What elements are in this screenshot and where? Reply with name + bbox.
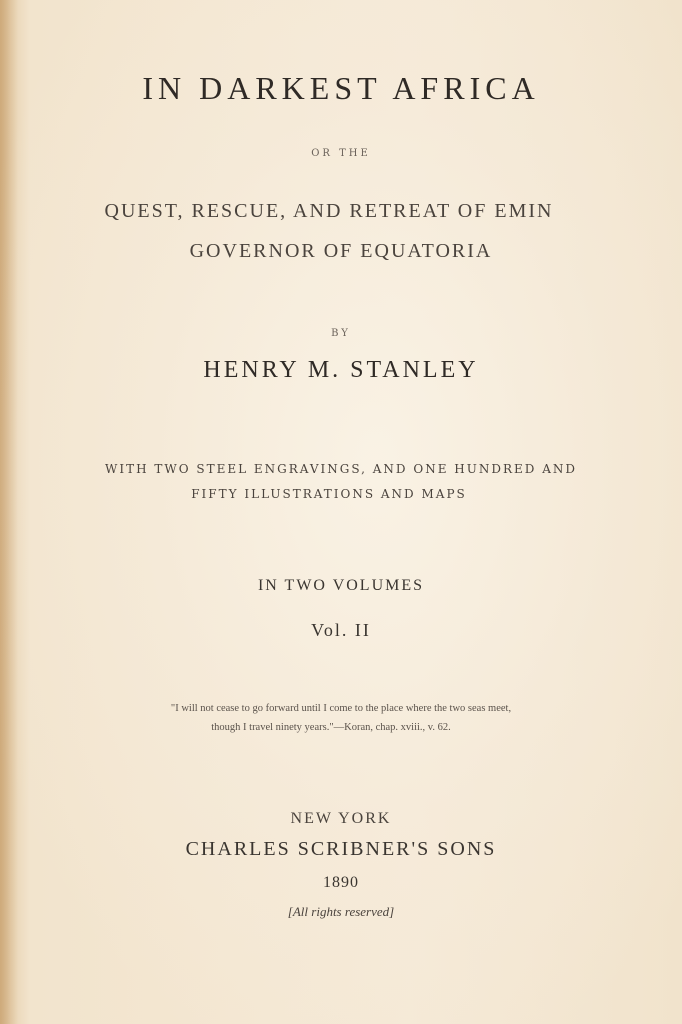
publication-year: 1890: [323, 874, 359, 891]
publication-city: NEW YORK: [290, 810, 392, 827]
subtitle-line-2: GOVERNOR OF EQUATORIA: [189, 240, 493, 262]
rights-notice: [All rights reserved]: [287, 904, 395, 919]
volume-number: Vol. II: [311, 620, 371, 640]
publisher-name: CHARLES SCRIBNER'S SONS: [185, 838, 497, 860]
illustrations-line-1: WITH TWO STEEL ENGRAVINGS, AND ONE HUNDRED AND: [105, 462, 577, 476]
subtitle-line-1: QUEST, RESCUE, AND RETREAT OF EMIN: [104, 200, 554, 222]
author-name: HENRY M. STANLEY: [203, 357, 479, 383]
book-title: IN DARKEST AFRICA: [142, 70, 540, 106]
illustrations-line-2: FIFTY ILLUSTRATIONS AND MAPS: [191, 487, 467, 501]
by-label: BY: [331, 328, 351, 339]
or-the-label: OR THE: [311, 148, 371, 159]
volumes-note: IN TWO VOLUMES: [257, 577, 425, 594]
epigraph-line-1: "I will not cease to go forward until I come to the place where the two seas meet,: [170, 703, 512, 714]
epigraph-line-2: though I travel ninety years."—Koran, chap. xviii., v. 62.: [211, 722, 451, 733]
